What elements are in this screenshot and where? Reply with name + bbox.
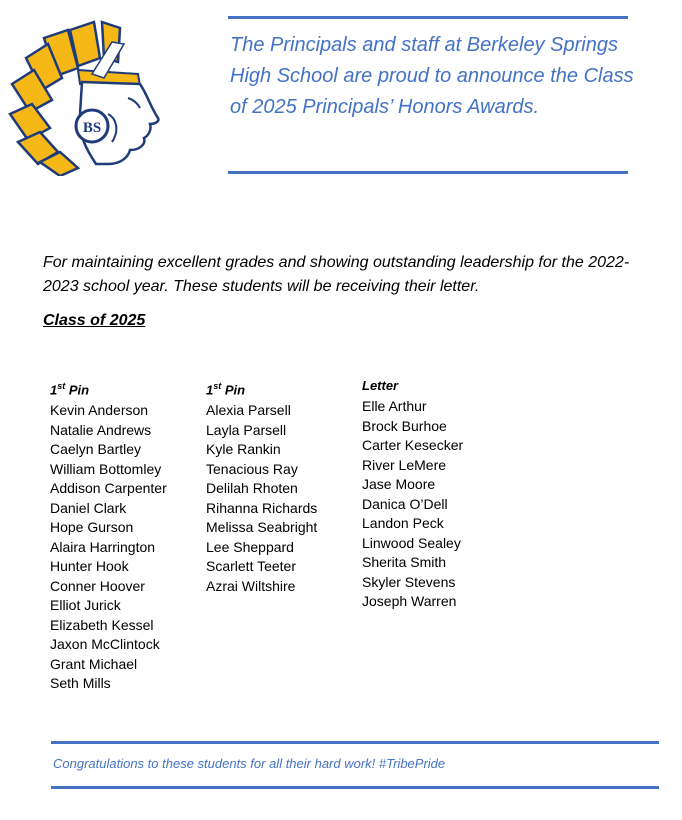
footer-top-rule: [51, 741, 659, 744]
footer-text: Congratulations to these students for all their hard work! #TribePride: [53, 756, 446, 771]
student-name: Kyle Rankin: [206, 441, 281, 458]
student-name: Grant Michael: [50, 655, 138, 672]
student-name: Carter Kesecker: [362, 437, 464, 453]
student-name: Addison Carpenter: [50, 480, 167, 497]
student-name: Joseph Warren: [362, 593, 457, 609]
student-name: Natalie Andrews: [50, 421, 152, 438]
column-heading: 1st Pin: [50, 381, 90, 398]
student-name: Brock Burhoe: [362, 417, 447, 434]
student-list: [50, 401, 167, 694]
student-list: [206, 401, 317, 596]
student-name: Scarlett Teeter: [206, 558, 297, 575]
student-name: Caelyn Bartley: [50, 441, 142, 458]
column-heading: 1st Pin: [206, 381, 246, 398]
header-bottom-rule: [228, 171, 628, 174]
student-name: Rihanna Richards: [206, 499, 318, 516]
student-list: [362, 397, 463, 612]
student-name: Daniel Clark: [50, 499, 127, 516]
school-logo: [8, 18, 164, 176]
announcement-text: The Principals and staff at Berkeley Springs High School are proud to announce the Class of 2025 Principals’ Honors Awards.: [230, 34, 634, 118]
logo-initials: BS: [82, 120, 102, 136]
student-name: Linwood Sealey: [362, 534, 461, 551]
indian-head-icon: [8, 18, 164, 176]
column-first-pin-a: [50, 377, 167, 694]
student-name: Layla Parsell: [206, 421, 287, 438]
student-name: Melissa Seabright: [206, 519, 318, 536]
footer-bottom-rule: [51, 786, 659, 789]
student-name: Alexia Parsell: [206, 402, 291, 419]
student-name: Skyler Stevens: [362, 573, 456, 590]
student-name: Alaira Harrington: [50, 538, 156, 555]
column-heading: Letter: [362, 378, 399, 393]
student-name: Elizabeth Kessel: [50, 616, 154, 633]
student-name: Kevin Anderson: [50, 402, 149, 419]
student-name: Conner Hoover: [50, 577, 145, 594]
student-name: Lee Sheppard: [206, 538, 294, 555]
student-name: Jase Moore: [362, 476, 436, 492]
student-name: Danica O’Dell: [362, 495, 448, 512]
student-name: Tenacious Ray: [206, 460, 298, 477]
student-name: Hope Gurson: [50, 519, 134, 536]
student-name: River LeMere: [362, 456, 447, 473]
student-name: William Bottomley: [50, 460, 162, 477]
header-top-rule: [228, 16, 628, 19]
class-heading: Class of 2025: [43, 312, 146, 329]
column-first-pin-b: [206, 377, 317, 596]
student-name: Hunter Hook: [50, 558, 129, 575]
student-name: Sherita Smith: [362, 554, 447, 570]
student-name: Delilah Rhoten: [206, 480, 298, 497]
intro-paragraph: For maintaining excellent grades and showing outstanding leadership for the 2022-2023 school year. These students will be receiving their letter.: [43, 254, 630, 295]
student-name: Azrai Wiltshire: [206, 577, 296, 594]
student-name: Seth Mills: [50, 675, 111, 692]
student-name: Elliot Jurick: [50, 597, 121, 614]
student-name: Elle Arthur: [362, 398, 427, 414]
student-name: Jaxon McClintock: [50, 636, 160, 653]
column-letter: [362, 377, 463, 612]
student-name: Landon Peck: [362, 515, 444, 531]
